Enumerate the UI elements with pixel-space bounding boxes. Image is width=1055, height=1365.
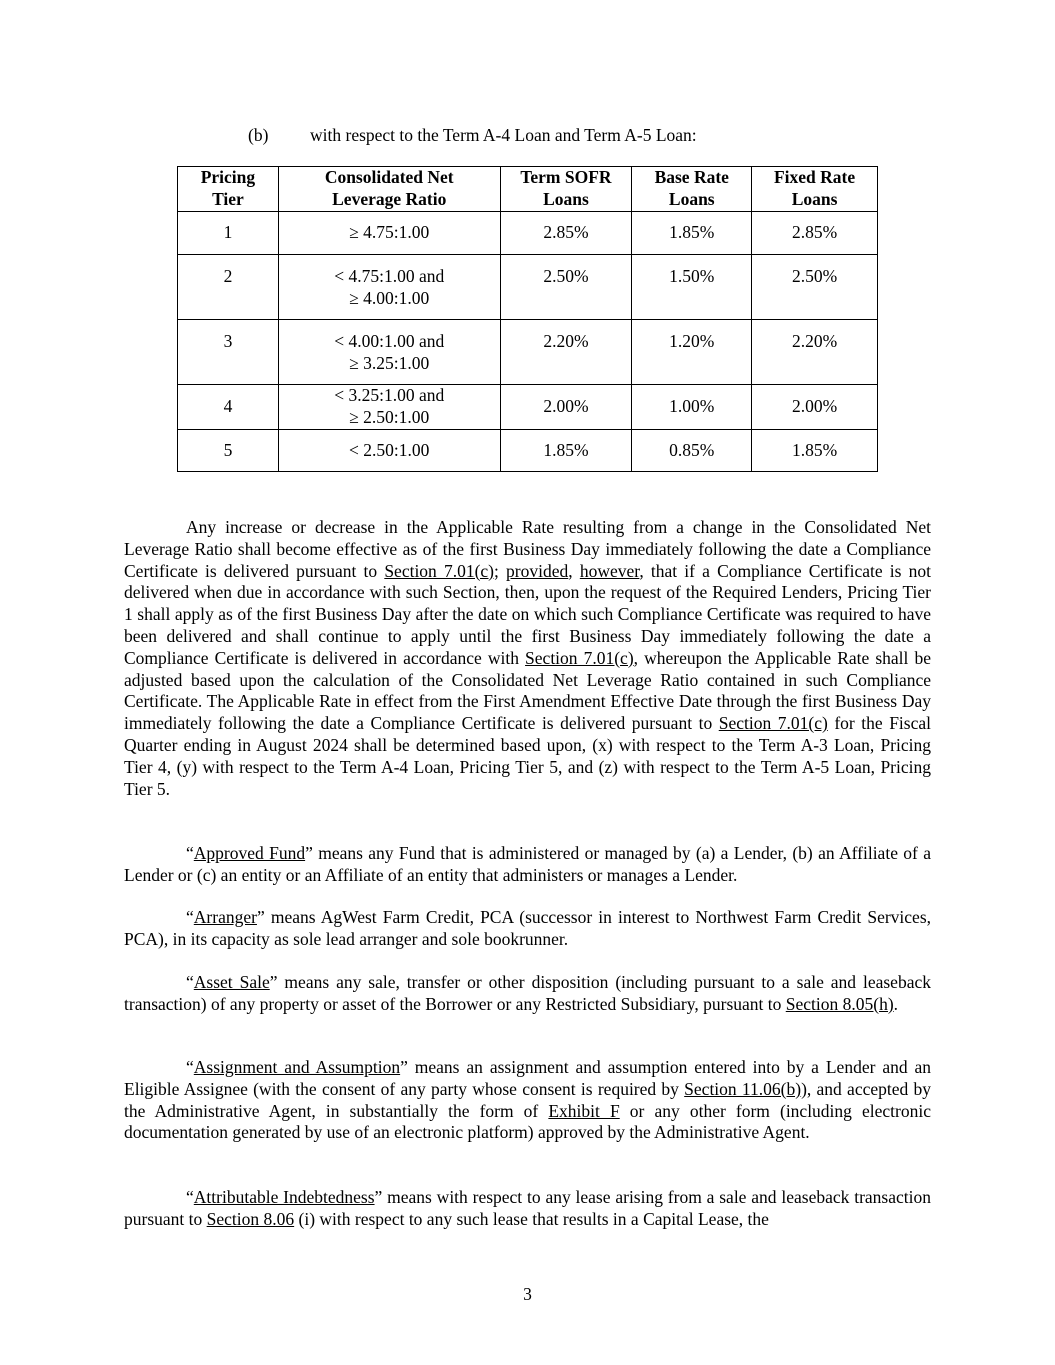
ratio-cell: ≥ 4.75:1.00 bbox=[278, 212, 500, 255]
definition-approved-fund: “Approved Fund” means any Fund that is administered or managed by (a) a Lender, (b) an Affiliate of a Lender or (c) an entity or an Affiliate of an entity that administers or manages a Lender. bbox=[124, 843, 932, 885]
defined-term: Asset Sale bbox=[193, 972, 270, 992]
sofr-cell: 2.85% bbox=[500, 212, 632, 255]
table-row bbox=[178, 385, 878, 430]
tier-cell: 3 bbox=[178, 320, 279, 385]
applicable-rate-paragraph: Any increase or decrease in the Applicable Rate resulting from a change in the Consolidated Net Leverage Ratio shall become effective as of the first Business Day immediately following the date a Compliance Certificate is delivered pursuant to Section 7.01(c); provided, however, that if a Compliance Certificate is not delivered when due in accordance with such Section, then, upon the request of the Required Lenders, Pricing Tier 1 shall apply as of the first Business Day after the date on which such Compliance Certificate was required to have been delivered and shall continue to apply until the first Business Day immediately following the date a Compliance Certificate is delivered in accordance with Section 7.01(c), whereupon the Applicable Rate shall be adjusted based upon the calculation of the Consolidated Net Leverage Ratio contained in such Compliance Certificate. The Applicable Rate in effect from the First Amendment Effective Date through the first Business Day immediately following the date a Compliance Certificate is delivered pursuant to Section 7.01(c) for the Fiscal Quarter ending in August 2024 shall be determined based upon, (x) with respect to the Term A-3 Loan, Pricing Tier 4, (y) with respect to the Term A-4 Loan, Pricing Tier 5, and (z) with respect to the Term A-5 Loan, Pricing Tier 5. bbox=[124, 517, 932, 799]
tier-cell: 5 bbox=[178, 430, 279, 472]
tier-cell: 2 bbox=[178, 255, 279, 320]
header-pricing-tier: Pricing Tier bbox=[178, 167, 279, 212]
sofr-cell: 2.00% bbox=[500, 385, 632, 430]
proviso-term: provided bbox=[506, 560, 569, 581]
ratio-cell: < 3.25:1.00 and ≥ 2.50:1.00 bbox=[278, 385, 500, 430]
base-rate-cell: 1.50% bbox=[632, 255, 752, 320]
page-number: 3 bbox=[523, 1284, 532, 1304]
definition-asset-sale: “Asset Sale” means any sale, transfer or other disposition (including pursuant to a sale and leaseback transaction) of any property or asset of the Borrower or any Restricted Subsidiary, pursuant to Section 8.05(h). bbox=[124, 972, 931, 1014]
exhibit-reference: Exhibit F bbox=[548, 1100, 620, 1121]
defined-term: Assignment and Assumption bbox=[193, 1057, 401, 1077]
fixed-rate-cell: 2.00% bbox=[752, 385, 878, 430]
defined-term: Attributable Indebtedness bbox=[193, 1187, 375, 1207]
sofr-cell: 2.20% bbox=[500, 320, 632, 385]
sofr-cell: 1.85% bbox=[500, 430, 632, 472]
tier-cell: 4 bbox=[178, 385, 279, 430]
definition-assignment-and-assumption: “Assignment and Assumption” means an assignment and assumption entered into by a Lender and an Eligible Assignee (with the consent of any party whose consent is required by Section 11.06(b)), and accepted by the Administrative Agent, in substantially the form of Exhibit F or any other form (including electronic documentation generated by use of an electronic platform) approved by the Administrative Agent. bbox=[124, 1057, 932, 1143]
subsection-heading bbox=[248, 125, 697, 147]
section-reference: Section 7.01(c) bbox=[718, 713, 828, 734]
tier-cell: 1 bbox=[178, 212, 279, 255]
base-rate-cell: 1.20% bbox=[632, 320, 752, 385]
header-leverage-ratio: Consolidated Net Leverage Ratio bbox=[278, 167, 500, 212]
table-row bbox=[178, 430, 878, 472]
pricing-table bbox=[177, 166, 878, 472]
definition-attributable-indebtedness: “Attributable Indebtedness” means with respect to any lease arising from a sale and leaseback transaction pursuant to Section 8.06 (i) with respect to any such lease that results in a Capital Lease, the bbox=[124, 1187, 931, 1229]
table-row bbox=[178, 320, 878, 385]
fixed-rate-cell: 2.85% bbox=[752, 212, 878, 255]
header-base-rate: Base Rate Loans bbox=[632, 167, 752, 212]
base-rate-cell: 1.85% bbox=[632, 212, 752, 255]
defined-term: Arranger bbox=[193, 907, 257, 927]
table-row bbox=[178, 255, 878, 320]
ratio-cell: < 2.50:1.00 bbox=[278, 430, 500, 472]
fixed-rate-cell: 2.50% bbox=[752, 255, 878, 320]
ratio-cell: < 4.75:1.00 and ≥ 4.00:1.00 bbox=[278, 255, 500, 320]
section-reference: Section 7.01(c) bbox=[525, 647, 634, 668]
sofr-cell: 2.50% bbox=[500, 255, 632, 320]
subsection-label: (b) bbox=[248, 125, 269, 145]
section-reference: Section 7.01(c) bbox=[384, 560, 495, 581]
defined-term: Approved Fund bbox=[193, 843, 306, 863]
base-rate-cell: 1.00% bbox=[632, 385, 752, 430]
fixed-rate-cell: 2.20% bbox=[752, 320, 878, 385]
table-header-row bbox=[178, 167, 878, 212]
definition-arranger: “Arranger” means AgWest Farm Credit, PCA (successor in interest to Northwest Farm Credit Services, PCA), in its capacity as sole lead arranger and sole bookrunner. bbox=[124, 907, 931, 949]
fixed-rate-cell: 1.85% bbox=[752, 430, 878, 472]
base-rate-cell: 0.85% bbox=[632, 430, 752, 472]
section-reference: Section 8.05(h) bbox=[785, 993, 894, 1014]
section-reference: Section 8.06 bbox=[206, 1208, 295, 1229]
ratio-cell: < 4.00:1.00 and ≥ 3.25:1.00 bbox=[278, 320, 500, 385]
header-term-sofr: Term SOFR Loans bbox=[500, 167, 632, 212]
proviso-term: however bbox=[579, 560, 640, 581]
subsection-text: with respect to the Term A-4 Loan and Term A-5 Loan: bbox=[310, 125, 697, 145]
section-reference: Section 11.06(b) bbox=[684, 1078, 802, 1099]
table-row bbox=[178, 212, 878, 255]
header-fixed-rate: Fixed Rate Loans bbox=[752, 167, 878, 212]
